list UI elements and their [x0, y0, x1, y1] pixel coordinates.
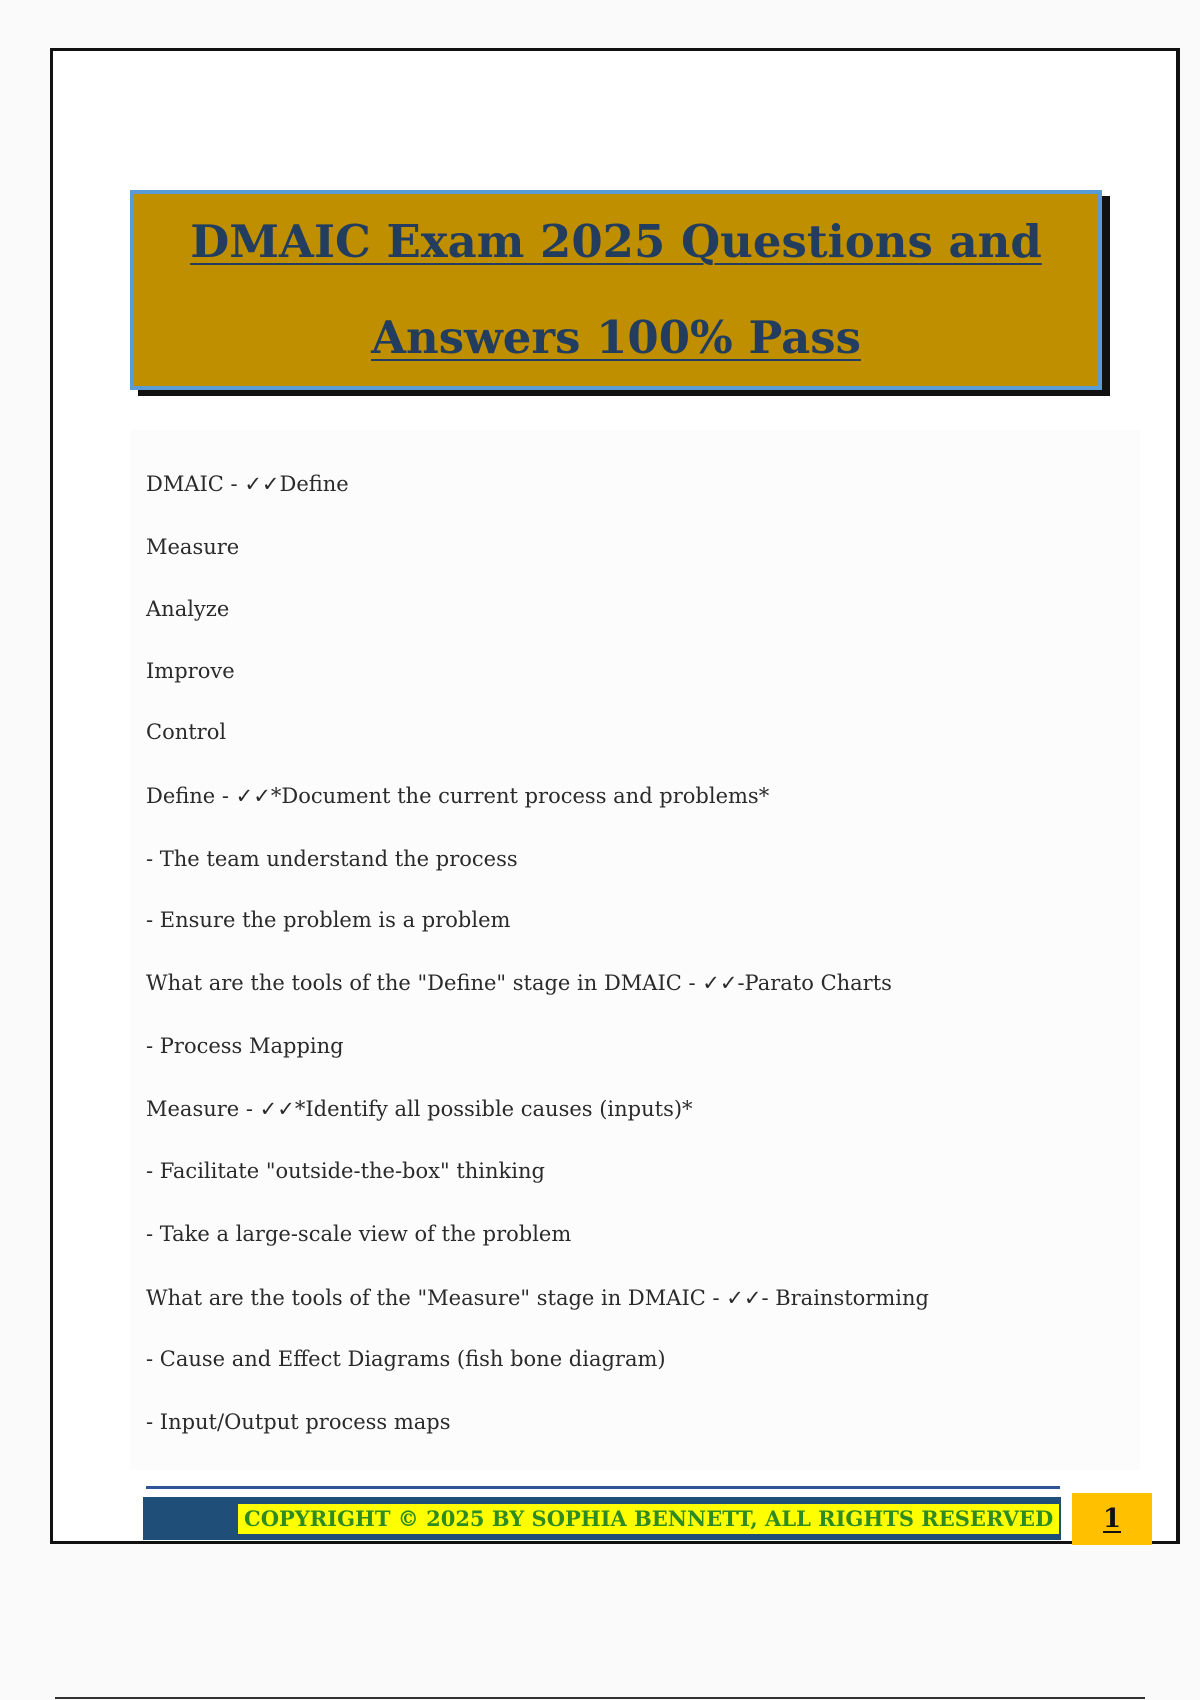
text-line: Measure - ✓✓*Identify all possible causes (inputs)*: [146, 1097, 693, 1121]
text-line: - Ensure the problem is a problem: [146, 908, 511, 932]
footer-rule: [146, 1486, 1060, 1489]
page-number: 1: [1102, 1504, 1122, 1534]
text-line: Control: [146, 720, 227, 744]
title-line-1: DMAIC Exam 2025 Questions and: [190, 215, 1042, 268]
title-line-2: Answers 100% Pass: [371, 311, 861, 364]
text-line: - The team understand the process: [146, 847, 518, 871]
bottom-rule: [55, 1697, 1145, 1699]
text-line: What are the tools of the "Define" stage in DMAIC - ✓✓-Parato Charts: [146, 971, 892, 995]
text-line: Define - ✓✓*Document the current process and problems*: [146, 784, 770, 808]
text-line: Analyze: [146, 597, 230, 621]
copyright-notice: COPYRIGHT © 2025 BY SOPHIA BENNETT, ALL RIGHTS RESERVED: [238, 1504, 1059, 1534]
text-line: Measure: [146, 535, 240, 559]
text-line: - Facilitate "outside-the-box" thinking: [146, 1159, 545, 1183]
text-line: - Process Mapping: [146, 1034, 344, 1058]
page-number-box: [1072, 1493, 1152, 1545]
text-line: - Cause and Effect Diagrams (fish bone diagram): [146, 1347, 666, 1371]
content-area: [130, 430, 1140, 1470]
text-line: - Take a large-scale view of the problem: [146, 1222, 572, 1246]
text-line: Improve: [146, 659, 235, 683]
text-line: - Input/Output process maps: [146, 1410, 451, 1434]
text-line: DMAIC - ✓✓Define: [146, 472, 349, 496]
text-line: What are the tools of the "Measure" stage in DMAIC - ✓✓- Brainstorming: [146, 1286, 929, 1310]
title-banner: [130, 190, 1102, 390]
